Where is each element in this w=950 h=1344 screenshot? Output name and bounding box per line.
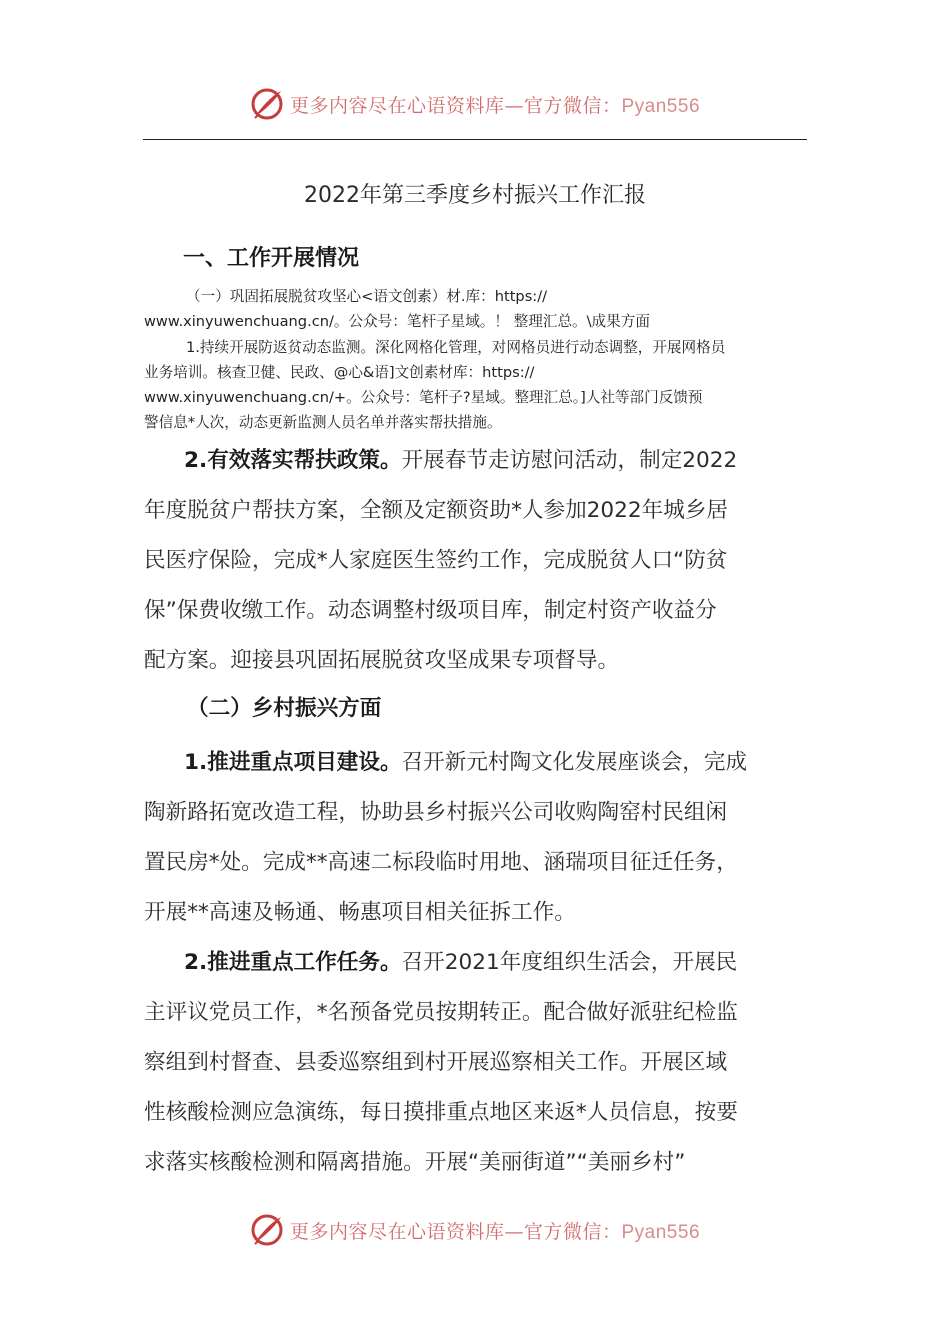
text-line: 求落实核酸检测和隔离措施。开展“美丽街道”“美丽乡村”	[144, 1150, 686, 1175]
small-para2-line: 1.持续开展防返贫动态监测。深化网格化管理，对网格员进行动态调整，开展网格员	[186, 339, 726, 356]
text-line: 开展**高速及畅通、畅惠项目相关征拆工作。	[144, 900, 576, 925]
text-line: 召开2021年度组织生活会，开展民	[401, 950, 738, 975]
banner-text: 更多内容尽在心语资料库—官方微信：Pyan556	[289, 94, 701, 117]
small-para1-line: www.xinyuwenchuang.cn/。公众号：笔杆子星域。！ 整理汇总。\成果方面	[144, 313, 650, 330]
text-line: 民医疗保险，完成*人家庭医生签约工作，完成脱贫人口“防贫	[144, 548, 728, 573]
wechat-id: Pyan556	[621, 1221, 701, 1243]
text-line: 置民房*处。完成**高速二标段临时用地、涵瑞项目征迁任务，	[144, 850, 738, 875]
footer-banner	[0, 1208, 950, 1252]
subsection-heading-2: （二）乡村振兴方面	[187, 696, 382, 721]
text-line: 配方案。迎接县巩固拓展脱贫攻坚成果专项督导。	[144, 648, 620, 673]
text-line: 保”保费收缴工作。动态调整村级项目库，制定村资产收益分	[144, 598, 717, 623]
text-line: 年度脱贫户帮扶方案，全额及定额资助*人参加2022年城乡居	[144, 498, 729, 523]
wechat-id: Pyan556	[621, 95, 701, 117]
paragraph-policy	[144, 436, 808, 686]
quill-logo-icon	[250, 1213, 284, 1247]
header-banner	[0, 82, 950, 126]
text-line: 召开新元村陶文化发展座谈会，完成	[401, 750, 748, 775]
text-line: 性核酸检测应急演练，每日摸排重点地区来返*人员信息，按要	[144, 1100, 738, 1125]
section-heading-1: 一、工作开展情况	[183, 246, 360, 271]
small-para2-line: www.xinyuwenchuang.cn/+。公众号：笔杆子?星域。整理汇总。]人社等部门反馈预	[144, 389, 703, 406]
banner-text: 更多内容尽在心语资料库—官方微信：Pyan556	[289, 1220, 701, 1243]
small-para1-line: （一）巩固拓展脱贫攻坚心<语文创素）材.库：https://	[186, 288, 548, 305]
paragraph-projects	[144, 738, 808, 938]
paragraph-tasks	[144, 938, 808, 1188]
small-para2-line: 警信息*人次，动态更新监测人员名单并落实帮扶措施。	[144, 414, 502, 431]
document-title: 2022年第三季度乡村振兴工作汇报	[304, 183, 646, 208]
text-line: 察组到村督查、县委巡察组到村开展巡察相关工作。开展区域	[144, 1050, 728, 1075]
small-paragraph-1	[144, 284, 808, 334]
paragraph-lead: 1.推进重点项目建设。	[184, 750, 402, 775]
header-divider	[143, 139, 807, 140]
paragraph-lead: 2.有效落实帮扶政策。	[184, 448, 402, 473]
text-line: 开展春节走访慰问活动，制定2022	[401, 448, 738, 473]
text-line: 陶新路拓宽改造工程，协助县乡村振兴公司收购陶窑村民组闲	[144, 800, 728, 825]
paragraph-lead: 2.推进重点工作任务。	[184, 950, 402, 975]
small-para2-line: 业务培训。核查卫健、民政、@心&语]文创素材库：https://	[144, 364, 535, 381]
quill-logo-icon	[250, 87, 284, 121]
text-line: 主评议党员工作，*名预备党员按期转正。配合做好派驻纪检监	[144, 1000, 738, 1025]
small-paragraph-2	[144, 335, 808, 435]
